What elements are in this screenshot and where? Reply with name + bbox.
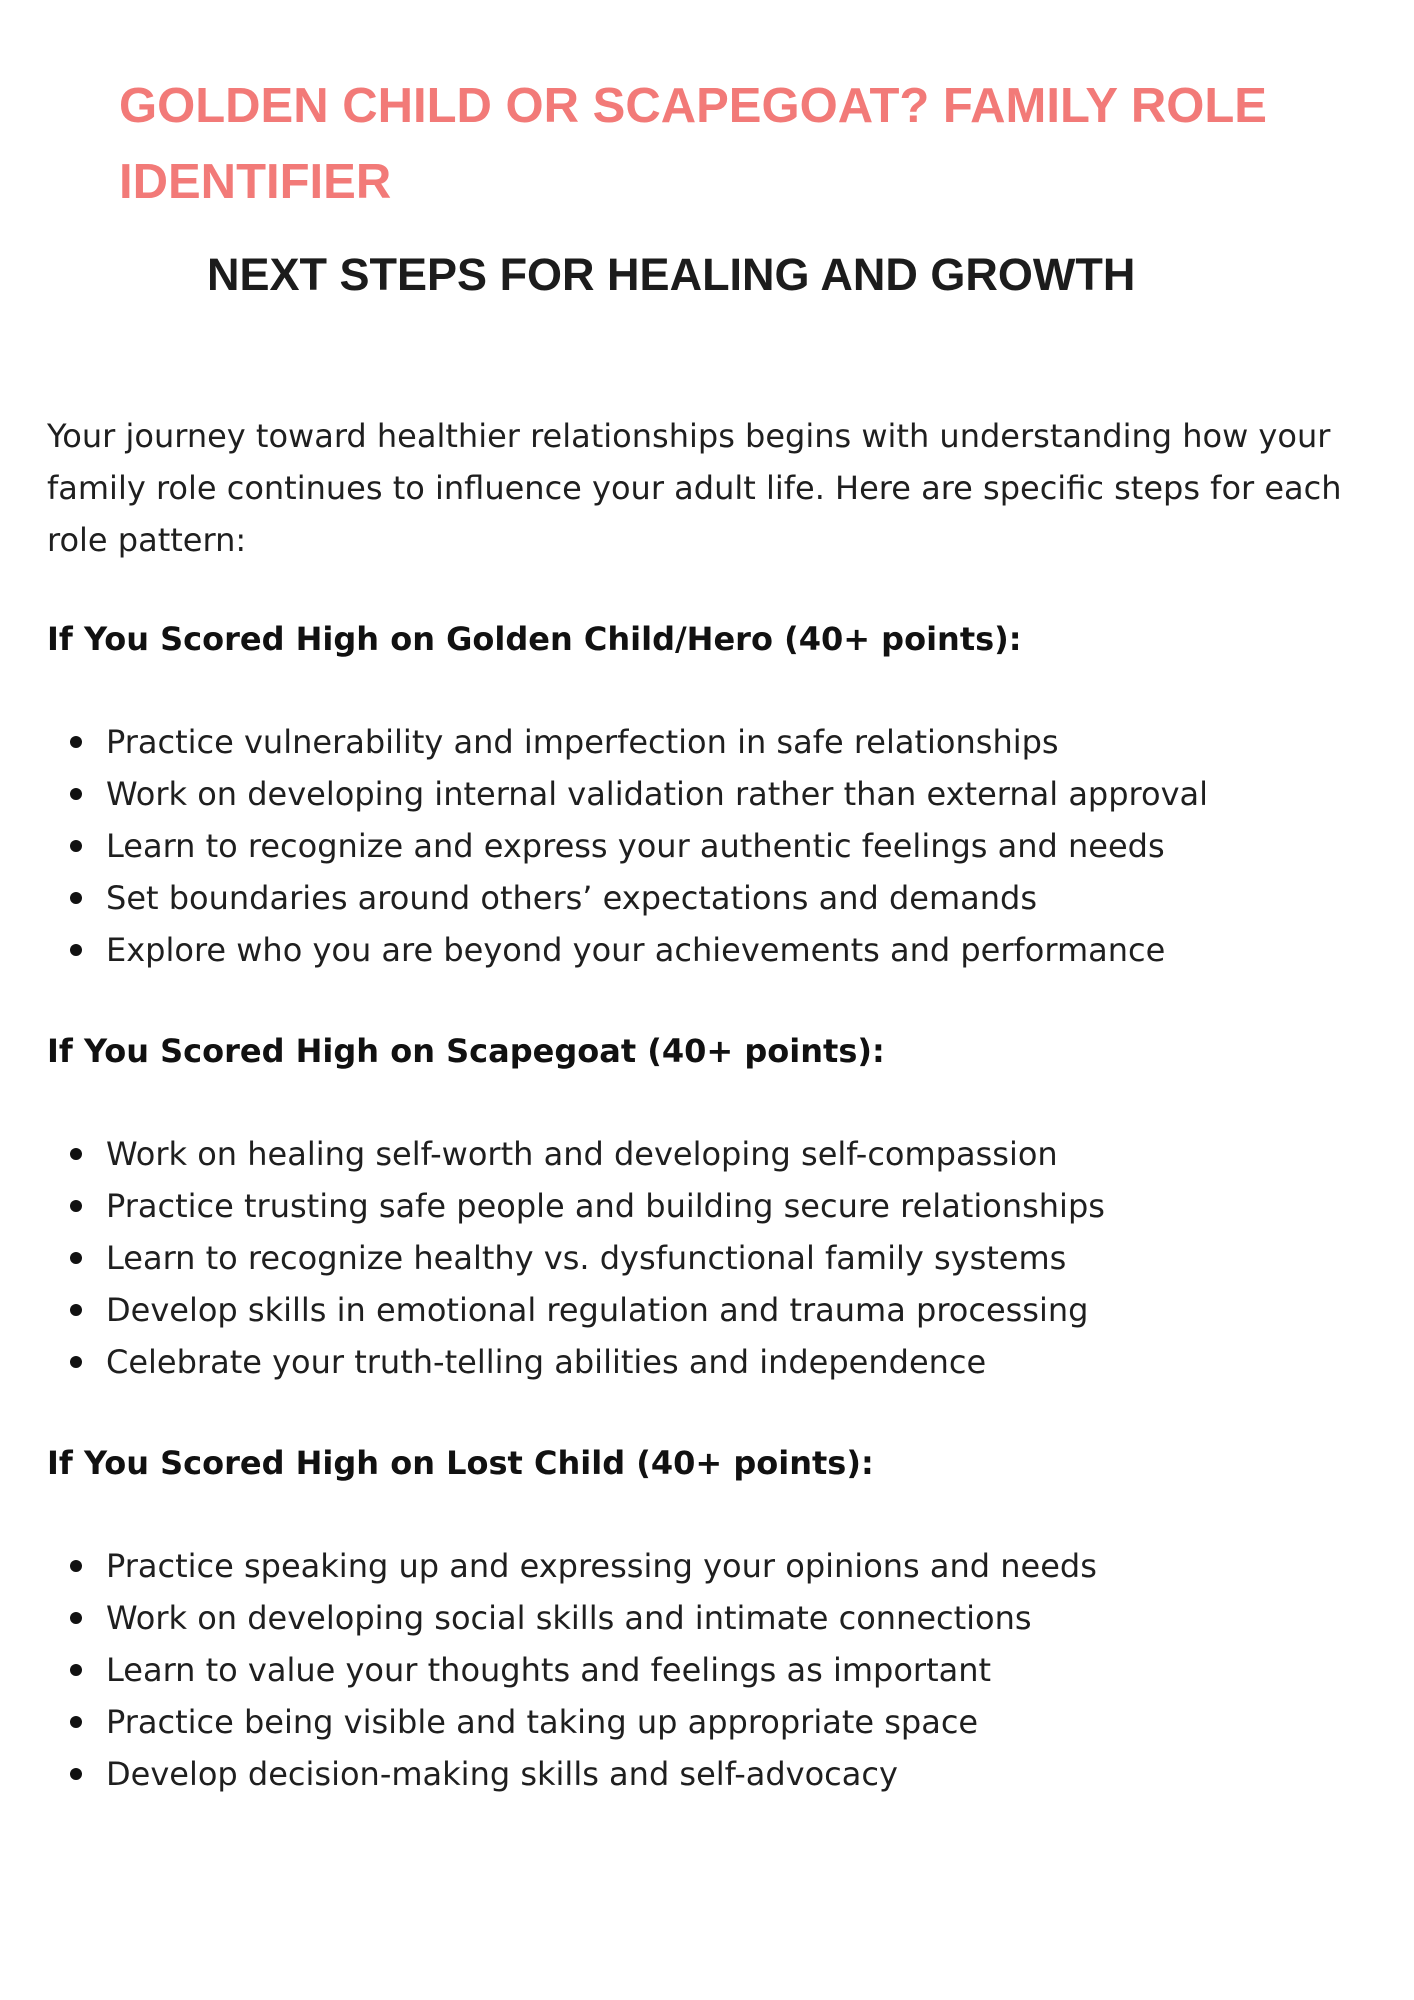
list-item-text: Explore who you are beyond your achievements and performance (106, 931, 1166, 969)
list-item-text: Practice vulnerability and imperfection in safe relationships (106, 723, 1059, 761)
bullet-icon (70, 944, 82, 956)
bullet-icon (70, 1612, 82, 1624)
list-item-text: Practice speaking up and expressing your opinions and needs (106, 1547, 1097, 1585)
list-item (66, 1592, 1097, 1644)
intro-paragraph: Your journey toward healthier relationships begins with understanding how your family role continues to influence your adult life. Here are specific steps for each role pattern: (47, 417, 1342, 559)
list-item (66, 1180, 1105, 1232)
bullet-icon (70, 736, 82, 748)
list-item-text: Learn to recognize healthy vs. dysfunctional family systems (106, 1239, 1067, 1277)
list-item (66, 1232, 1105, 1284)
bullet-icon (70, 1200, 82, 1212)
list-item-text: Practice being visible and taking up appropriate space (106, 1703, 979, 1741)
bullet-icon (70, 840, 82, 852)
document-subtitle: NEXT STEPS FOR HEALING AND GROWTH (207, 249, 1136, 300)
list-item-text: Celebrate your truth-telling abilities and independence (106, 1343, 987, 1381)
list-item-text: Work on healing self-worth and developing self-compassion (106, 1135, 1058, 1173)
golden-child-steps-list (66, 716, 1208, 976)
bullet-icon (70, 1664, 82, 1676)
list-item-text: Practice trusting safe people and building secure relationships (106, 1187, 1105, 1225)
list-item (66, 768, 1208, 820)
bullet-icon (70, 1356, 82, 1368)
scapegoat-steps-list (66, 1128, 1105, 1388)
list-item-text: Develop decision-making skills and self-advocacy (106, 1755, 898, 1793)
list-item (66, 716, 1208, 768)
list-item-text: Learn to value your thoughts and feelings as important (106, 1651, 992, 1689)
bullet-icon (70, 1560, 82, 1572)
lost-child-steps-list (66, 1540, 1097, 1800)
bullet-icon (70, 1304, 82, 1316)
document-title: GOLDEN CHILD OR SCAPEGOAT? FAMILY ROLE IDENTIFIER (119, 79, 1267, 209)
section-heading-scapegoat: If You Scored High on Scapegoat (40+ points): (47, 1032, 885, 1070)
list-item-text: Work on developing internal validation rather than external approval (106, 775, 1209, 813)
bullet-icon (70, 1768, 82, 1780)
list-item (66, 1748, 1097, 1800)
bullet-icon (70, 788, 82, 800)
list-item (66, 924, 1208, 976)
list-item-text: Learn to recognize and express your authentic feelings and needs (106, 827, 1165, 865)
list-item (66, 820, 1208, 872)
bullet-icon (70, 892, 82, 904)
bullet-icon (70, 1148, 82, 1160)
bullet-icon (70, 1252, 82, 1264)
list-item (66, 1128, 1105, 1180)
list-item (66, 1284, 1105, 1336)
list-item (66, 1696, 1097, 1748)
section-heading-golden-child: If You Scored High on Golden Child/Hero (40+ points): (47, 620, 1022, 658)
list-item (66, 1540, 1097, 1592)
list-item-text: Develop skills in emotional regulation and trauma processing (106, 1291, 1089, 1329)
section-heading-lost-child: If You Scored High on Lost Child (40+ points): (47, 1444, 874, 1482)
list-item-text: Set boundaries around others’ expectations and demands (106, 879, 1037, 917)
list-item (66, 872, 1208, 924)
list-item (66, 1644, 1097, 1696)
bullet-icon (70, 1716, 82, 1728)
list-item (66, 1336, 1105, 1388)
list-item-text: Work on developing social skills and intimate connections (106, 1599, 1032, 1637)
